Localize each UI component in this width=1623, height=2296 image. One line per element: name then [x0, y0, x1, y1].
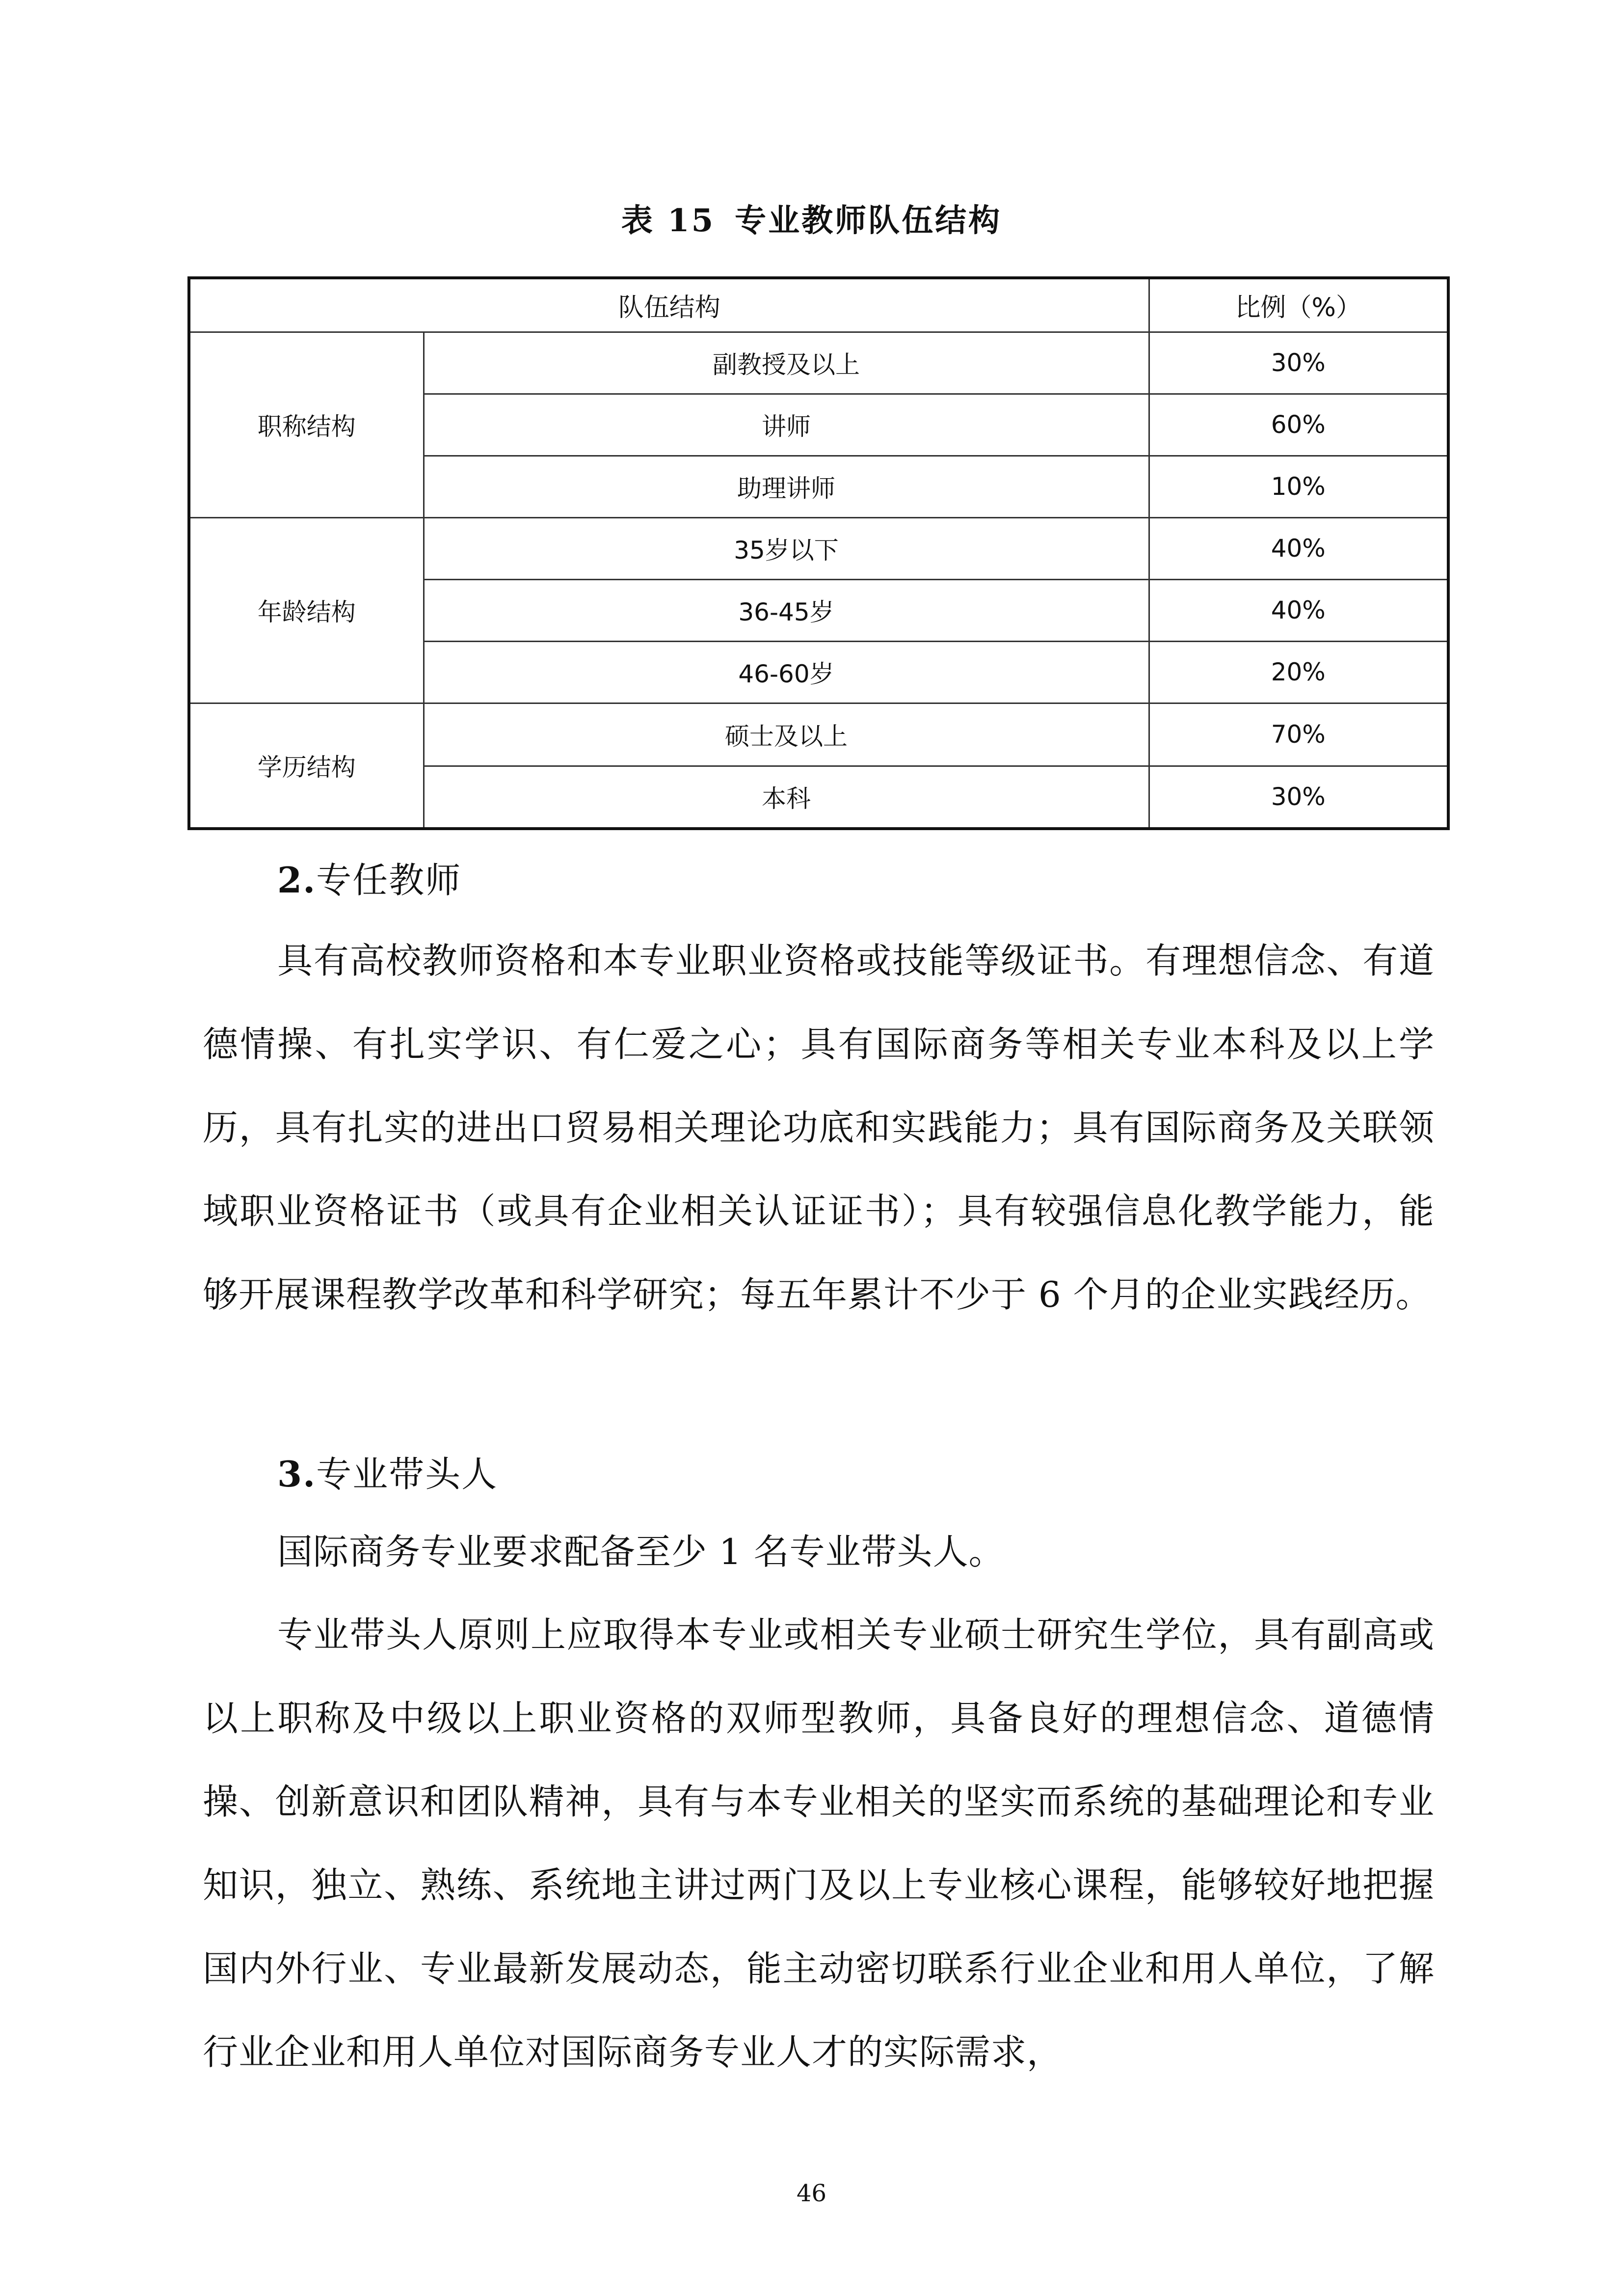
row-ratio: 70% [1149, 703, 1448, 766]
group-title-age: 年龄结构 [189, 517, 424, 703]
table-caption-number: 表 15 [621, 202, 716, 239]
row-item: 副教授及以上 [424, 332, 1149, 394]
section-number: 3. [277, 1453, 317, 1495]
header-structure: 队伍结构 [189, 278, 1149, 332]
row-item: 35岁以下 [424, 517, 1149, 579]
table-caption-title: 专业教师队伍结构 [735, 202, 1002, 239]
row-ratio: 60% [1149, 394, 1448, 456]
section-title: 专业带头人 [316, 1454, 498, 1495]
row-item: 硕士及以上 [424, 703, 1149, 766]
table-caption [0, 195, 1623, 241]
section-title: 专任教师 [316, 860, 462, 901]
page-number: 46 [796, 2180, 827, 2207]
program-leader-requirement-paragraph: 国际商务专业要求配备至少 1 名专业带头人。 [277, 1531, 1005, 1572]
header-ratio: 比例（%） [1149, 278, 1448, 332]
row-ratio: 40% [1149, 579, 1448, 641]
staff-structure-table [187, 276, 1450, 830]
section-number: 2. [277, 859, 317, 901]
row-ratio: 40% [1149, 517, 1448, 579]
table-row [189, 703, 1448, 766]
group-title-education: 学历结构 [189, 703, 424, 829]
row-item: 本科 [424, 766, 1149, 829]
section-heading-program-leader [277, 1446, 498, 1497]
row-ratio: 20% [1149, 641, 1448, 703]
section-heading-full-time-teachers [277, 852, 461, 903]
table-header-row [189, 278, 1448, 332]
table-row [189, 332, 1448, 394]
row-item: 助理讲师 [424, 456, 1149, 517]
table-row [189, 517, 1448, 579]
row-ratio: 30% [1149, 766, 1448, 829]
row-item: 讲师 [424, 394, 1149, 456]
row-ratio: 30% [1149, 332, 1448, 394]
full-time-teachers-paragraph: 具有高校教师资格和本专业职业资格或技能等级证书。有理想信念、有道德情操、有扎实学识、有仁爱之心；具有国际商务等相关专业本科及以上学历，具有扎实的进出口贸易相关理论功底和实践能力；具有国际商务及关联领域职业资格证书（或具有企业相关认证证书）；具有较强信息化教学能力，能够开展课程教学改革和科学研究；每五年累计不少于 6 个月的企业实践经历。 [203, 940, 1435, 1315]
group-title-rank: 职称结构 [189, 332, 424, 517]
row-item: 46-60岁 [424, 641, 1149, 703]
row-item: 36-45岁 [424, 579, 1149, 641]
program-leader-qualification-paragraph: 专业带头人原则上应取得本专业或相关专业硕士研究生学位，具有副高或以上职称及中级以上职业资格的双师型教师，具备良好的理想信念、道德情操、创新意识和团队精神，具有与本专业相关的坚实而系统的基础理论和专业知识，独立、熟练、系统地主讲过两门及以上专业核心课程，能够较好地把握国内外行业、专业最新发展动态，能主动密切联系行业企业和用人单位，了解行业企业和用人单位对国际商务专业人才的实际需求， [203, 1614, 1435, 2073]
row-ratio: 10% [1149, 456, 1448, 517]
